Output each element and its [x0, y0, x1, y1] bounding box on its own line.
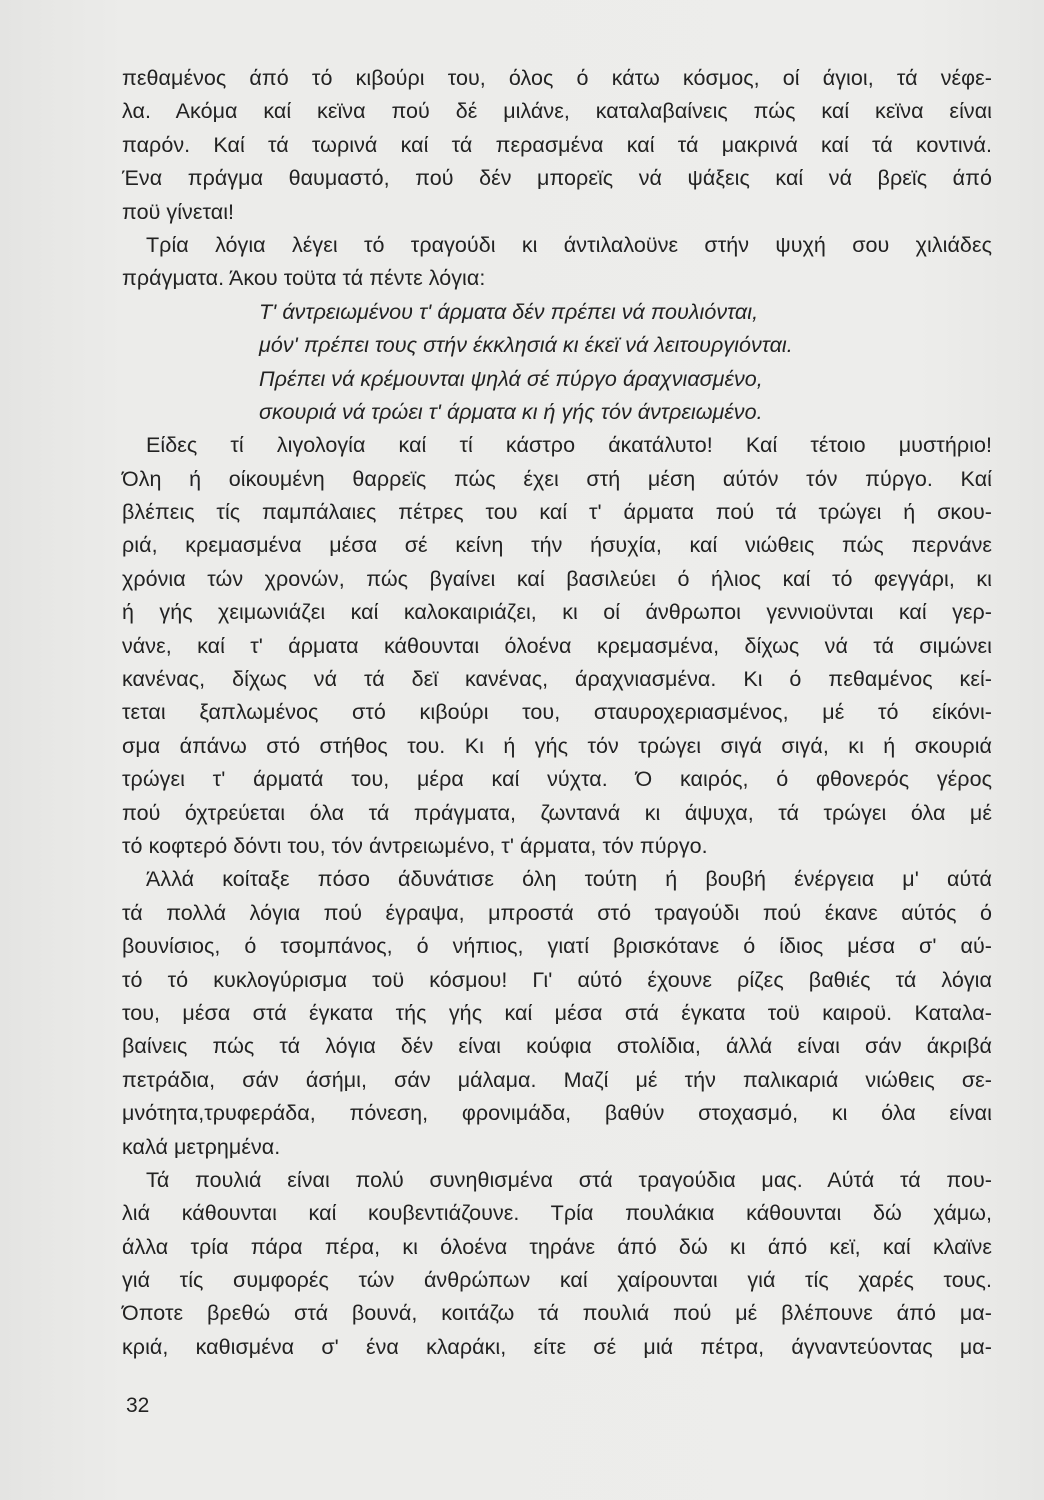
text-line: ή γής χειμωνιάζει καί καλοκαιριάζει, κι οί άνθρωποι γεννιοϋνται καί γερ-	[122, 600, 992, 625]
paragraph-1	[122, 62, 992, 229]
text-line: χρόνια τών χρονών, πώς βγαίνει καί βασιλεύει ό ήλιος καί τό φεγγάρι, κι	[122, 566, 992, 591]
text-line: Όλη ή οίκουμένη θαρρεϊς πώς έχει στή μέση αύτόν τόν πύργο. Καί	[122, 466, 992, 491]
text-line: πράγματα. Άκου τοϋτα τά πέντε λόγια:	[122, 266, 486, 291]
text-line: γιά τίς συμφορές τών άνθρώπων καί χαίρουνται γιά τίς χαρές τους.	[122, 1268, 992, 1293]
paragraph-4	[122, 863, 992, 1164]
body-text	[122, 62, 992, 1364]
text-line: λιά κάθουνται καί κουβεντιάζουνε. Τρία πουλάκια κάθουνται δώ χάμω,	[122, 1201, 992, 1226]
text-line: τεται ξαπλωμένος στό κιβούρι του, σταυροχεριασμένος, μέ τό είκόνι-	[122, 700, 992, 725]
text-line: Όποτε βρεθώ στά βουνά, κοιτάζω τά πουλιά πού μέ βλέπουνε άπό μα-	[122, 1301, 992, 1326]
text-line: Τά πουλιά είναι πολύ συνηθισμένα στά τραγούδια μας. Αύτά τά που-	[146, 1167, 992, 1192]
paragraph-5	[122, 1164, 992, 1364]
text-line: τά πολλά λόγια πού έγραψα, μπροστά στό τραγούδι πού έκανε αύτός ό	[122, 900, 992, 925]
text-line: του, μέσα στά έγκατα τής γής καί μέσα στά έγκατα τοϋ καιροϋ. Καταλα-	[122, 1000, 992, 1025]
verse-line: σκουριά νά τρώει τ' άρματα κι ή γής τόν άντρειωμένο.	[259, 399, 763, 424]
paragraph-3	[122, 429, 992, 863]
text-line: άλλα τρία πάρα πέρα, κι όλοένα τηράνε άπό δώ κι άπό κεϊ, καί κλαϊνε	[122, 1234, 992, 1259]
text-line: παρόν. Καί τά τωρινά καί τά περασμένα καί τά μακρινά καί τά κοντινά.	[122, 132, 992, 157]
text-line: ριά, κρεμασμένα μέσα σέ κείνη τήν ήσυχία, καί νιώθεις πώς περνάνε	[122, 533, 992, 558]
text-line: πετράδια, σάν άσήμι, σάν μάλαμα. Μαζί μέ τήν παλικαριά νιώθεις σε-	[122, 1067, 992, 1092]
text-line: πού όχτρεύεται όλα τά πράγματα, ζωντανά κι άψυχα, τά τρώγει όλα μέ	[122, 800, 992, 825]
text-line: σμα άπάνω στό στήθος του. Κι ή γής τόν τρώγει σιγά σιγά, κι ή σκουριά	[122, 733, 992, 758]
text-line: βαίνεις πώς τά λόγια δέν είναι κούφια στολίδια, άλλά είναι σάν άκριβά	[122, 1034, 992, 1059]
text-line: λα. Ακόμα καί κεϊνα πού δέ μιλάνε, καταλαβαίνεις πώς καί κεϊνα είναι	[122, 99, 992, 124]
text-line: βλέπεις τίς παμπάλαιες πέτρες του καί τ' άρματα πού τά τρώγει ή σκου-	[122, 500, 992, 525]
text-line: μνότητα,τρυφεράδα, πόνεση, φρονιμάδα, βαθύν στοχασμό, κι όλα είναι	[122, 1101, 992, 1126]
text-line: βουνίσιος, ό τσομπάνος, ό νήπιος, γιατί βρισκότανε ό ίδιος μέσα σ' αύ-	[122, 934, 992, 959]
text-line: κριά, καθισμένα σ' ένα κλαράκι, είτε σέ μιά πέτρα, άγναντεύοντας μα-	[122, 1334, 992, 1359]
text-line: Είδες τί λιγολογία καί τί κάστρο άκατάλυτο! Καί τέτοιο μυστήριο!	[146, 433, 992, 458]
text-line: Ένα πράγμα θαυμαστό, πού δέν μπορεϊς νά ψάξεις καί νά βρεϊς άπό	[122, 166, 992, 191]
text-line: Άλλά κοίταξε πόσο άδυνάτισε όλη τούτη ή βουβή ένέργεια μ' αύτά	[146, 867, 992, 892]
text-line: καλά μετρημένα.	[122, 1134, 281, 1159]
text-line: νάνε, καί τ' άρματα κάθουνται όλοένα κρεμασμένα, δίχως νά τά σιμώνει	[122, 633, 992, 658]
verse-line: Τ' άντρειωμένου τ' άρματα δέν πρέπει νά πουλιόνται,	[259, 299, 759, 324]
text-line: πεθαμένος άπό τό κιβούρι του, όλος ό κάτω κόσμος, οί άγιοι, τά νέφε-	[122, 66, 992, 90]
paragraph-2	[122, 229, 992, 296]
page-number: 32	[126, 1394, 150, 1417]
text-line: Τρία λόγια λέγει τό τραγούδι κι άντιλαλοϋνε στήν ψυχή σου χιλιάδες	[146, 232, 992, 257]
verse-line: Πρέπει νά κρέμουνται ψηλά σέ πύργο άραχνιασμένο,	[259, 366, 763, 391]
text-line: ποϋ γίνεται!	[122, 199, 235, 224]
text-line: τρώγει τ' άρματά του, μέρα καί νύχτα. Ό καιρός, ό φθονερός γέρος	[122, 767, 992, 792]
text-line: κανένας, δίχως νά τά δεϊ κανένας, άραχνιασμένα. Κι ό πεθαμένος κεί-	[122, 667, 992, 692]
text-line: τό κοφτερό δόντι του, τόν άντρειωμένο, τ' άρματα, τόν πύργο.	[122, 833, 708, 858]
text-line: τό τό κυκλογύρισμα τοϋ κόσμου! Γι' αύτό έχουνε ρίζες βαθιές τά λόγια	[122, 967, 992, 992]
verse-quote	[122, 296, 992, 430]
verse-line: μόν' πρέπει τους στήν έκκλησιά κι έκεϊ νά λειτουργιόνται.	[259, 333, 793, 358]
